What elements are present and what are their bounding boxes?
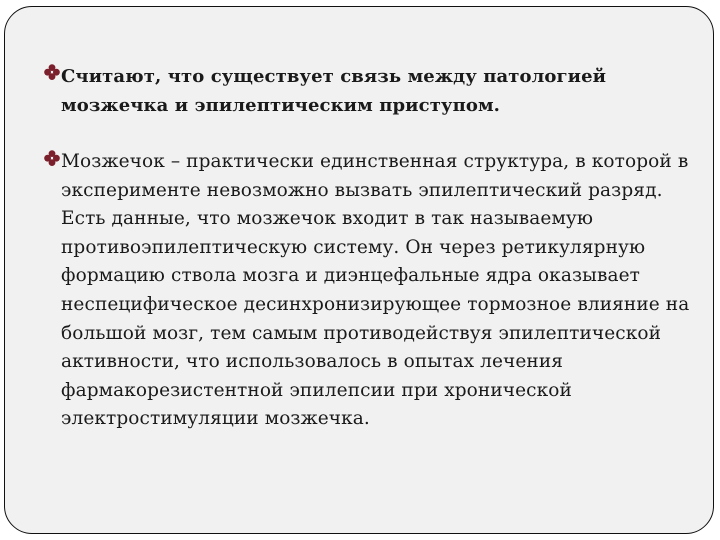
bullet-text-1: Считают, что существует связь между патологией мозжечка и эпилептическим приступом. [61,66,607,116]
diamond-bullet-icon [44,64,60,80]
bullet-item-1 [44,62,694,120]
bullet-item-2 [44,148,694,434]
bullet-text-2: Мозжечок – практически единственная структура, в которой в эксперименте невозможно вызвать эпилептический разряд. Есть данные, что мозжечок входит в так называемую противоэпилептическую систему. Он через ретикулярную формацию ствола мозга и диэнцефальные ядра оказывает неспецифическое десинхронизирующее тормозное влияние на большой мозг, тем самым противодействуя эпилептической активности, что использовалось в опытах лечения фармакорезистентной эпилепсии при хронической электростимуляции мозжечка. [61,151,690,430]
diamond-bullet-icon [44,150,60,166]
